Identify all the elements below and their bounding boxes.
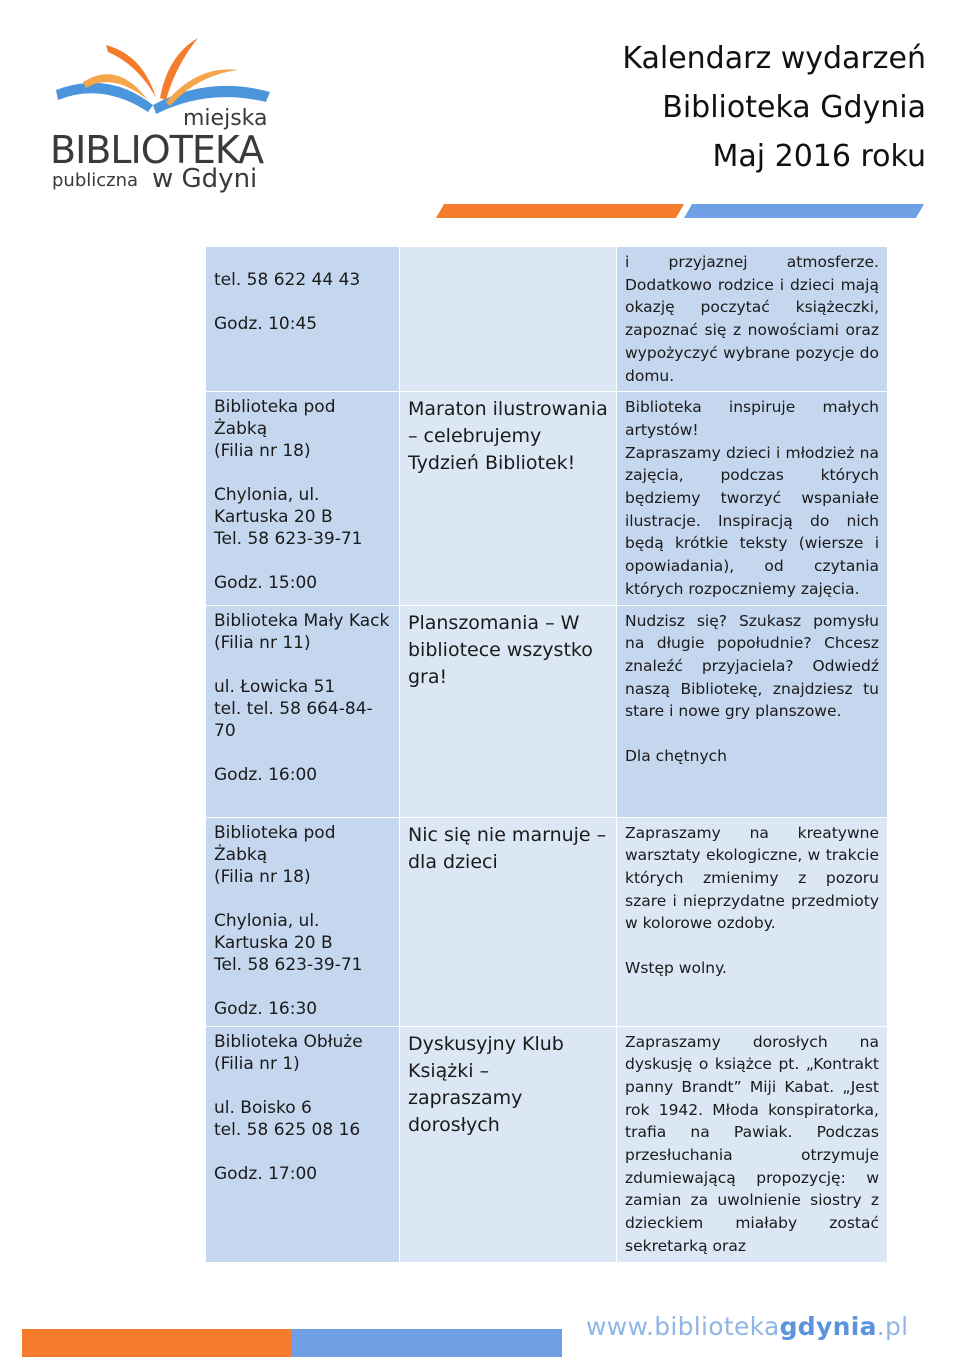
- event-title-cell: [400, 1026, 617, 1262]
- event-location-line: tel. 58 622 44 43: [214, 270, 361, 290]
- logo-text-miejska: miejska: [183, 106, 268, 131]
- event-row: [206, 817, 888, 1026]
- event-location-line: Biblioteka Obłuże: [214, 1031, 363, 1052]
- logo-text-w-gdyni: w Gdyni: [152, 164, 258, 194]
- event-location-line: (Filia nr 11): [214, 632, 311, 653]
- event-location-line: [214, 550, 391, 572]
- event-description-cell: [617, 1026, 888, 1262]
- header-stripe-blue: [684, 204, 924, 218]
- event-row: [206, 392, 888, 605]
- event-description-paragraph: Dla chętnych: [625, 747, 727, 766]
- event-location-line: Tel. 58 623-39-71: [214, 529, 363, 550]
- event-row: [206, 1026, 888, 1262]
- event-title: Maraton ilustrowania – celebrujemy Tydzień Bibliotek!: [408, 398, 608, 475]
- event-location-line: [214, 888, 391, 910]
- header-title-1: Kalendarz wydarzeń: [622, 41, 926, 76]
- event-location-line: Godz. 16:30: [214, 998, 318, 1019]
- event-description-paragraph: [625, 935, 879, 957]
- footer-url-brand: gdynia: [779, 1312, 877, 1341]
- event-title-cell: [400, 605, 617, 817]
- event-description-paragraph: Zapraszamy dorosłych na dyskusję o książce pt. „Kontrakt panny Brandt” Miji Kabat. „Jest rok 1942. Młoda konspiratorka, trafia na Pawiak. Podczas przesłuchania otrzymuje zdumiewającą propozycję: w zamian za uwolnienie siostry z dzieckiem miałaby zostać sekretarką oraz: [625, 1032, 879, 1255]
- event-location-cell: [206, 392, 400, 605]
- event-location-line: Godz. 17:00: [214, 1163, 318, 1184]
- event-location-line: [214, 742, 391, 764]
- footer-stripe-blue: [292, 1329, 562, 1357]
- event-location-line: Chylonia, ul. Kartuska 20 B: [214, 910, 333, 953]
- event-location-line: Godz. 15:00: [214, 573, 318, 594]
- event-location-cell: [206, 605, 400, 817]
- event-title: Dyskusyjny Klub Książki – zapraszamy dorosłych: [408, 1032, 564, 1136]
- footer-url-prefix: www.biblioteka: [586, 1312, 780, 1341]
- event-location-line: (Filia nr 1): [214, 1053, 300, 1074]
- event-location-line: [214, 976, 391, 998]
- event-location-line: Godz. 10:45: [214, 314, 318, 334]
- event-location-line: ul. Łowicka 51: [214, 676, 336, 697]
- logo-text-biblioteka: BIBLIOTEKA: [50, 128, 264, 172]
- footer-stripe-orange: [22, 1329, 292, 1357]
- event-location-line: Biblioteka pod Żabką: [214, 397, 336, 440]
- event-title-cell: [400, 817, 617, 1026]
- event-location-line: Biblioteka pod Żabką: [214, 822, 336, 865]
- event-description-paragraph: Wstęp wolny.: [625, 959, 727, 978]
- event-description-paragraph: i przyjaznej atmosferze. Dodatkowo rodzice i dzieci mają okazję poczytać książeczki, zapoznać się z nowościami oraz wypożyczyć wybrane pozycje do domu.: [625, 253, 879, 385]
- event-location-line: Biblioteka Mały Kack: [214, 610, 390, 631]
- event-location-line: Tel. 58 623-39-71: [214, 954, 363, 975]
- event-description-cell: [617, 817, 888, 1026]
- events-table: [205, 246, 888, 1263]
- event-description-cell: [617, 392, 888, 605]
- footer-url-suffix: .pl: [876, 1312, 909, 1341]
- event-description-cell: [617, 247, 888, 392]
- event-description-cell: [617, 605, 888, 817]
- logo-book-blue-left: [56, 83, 153, 112]
- event-location-line: ul. Boisko 6: [214, 1097, 312, 1118]
- event-location-line: tel. 58 625 08 16: [214, 1119, 361, 1140]
- event-location-line: [214, 1075, 391, 1097]
- event-location-cell: [206, 247, 400, 392]
- event-location-line: (Filia nr 18): [214, 866, 311, 887]
- event-location-line: [214, 654, 391, 676]
- header-title-3: Maj 2016 roku: [712, 139, 926, 174]
- event-location-line: [214, 1141, 391, 1163]
- event-location-line: tel. tel. 58 664-84-70: [214, 698, 373, 741]
- event-location-line: [214, 291, 391, 313]
- event-description-paragraph: [625, 723, 879, 745]
- header-titles: [622, 34, 926, 181]
- event-description-paragraph: Biblioteka inspiruje małych artystów!: [625, 398, 879, 439]
- header-title-2: Biblioteka Gdynia: [662, 90, 926, 125]
- event-row: [206, 605, 888, 817]
- event-location-cell: [206, 1026, 400, 1262]
- event-title: Nic się nie marnuje – dla dzieci: [408, 823, 607, 873]
- event-location-cell: [206, 817, 400, 1026]
- event-location-line: Godz. 16:00: [214, 764, 318, 785]
- event-title-cell: [400, 247, 617, 392]
- footer-url[interactable]: [586, 1312, 908, 1341]
- event-title: Planszomania – W bibliotece wszystko gra!: [408, 611, 593, 688]
- event-location-line: (Filia nr 18): [214, 441, 311, 462]
- event-description-paragraph: Nudzisz się? Szukasz pomysłu na długie popołudnie? Chcesz znaleźć przyjaciela? Odwiedź naszą Bibliotekę, znajdziesz tu stare i nowe gry planszowe.: [625, 611, 879, 721]
- event-location-line: Chylonia, ul. Kartuska 20 B: [214, 485, 333, 528]
- event-location-line: [214, 462, 391, 484]
- event-title-cell: [400, 392, 617, 605]
- event-row: [206, 247, 888, 392]
- event-description-paragraph: Zapraszamy na kreatywne warsztaty ekologiczne, w trakcie których zmienimy z pozoru szare i nieprzydatne przedmioty w kolorowe ozdoby.: [625, 823, 879, 933]
- logo-text-publiczna: publiczna: [52, 170, 139, 191]
- header-stripe-orange: [436, 204, 684, 218]
- event-description-paragraph: Zapraszamy dzieci i młodzież na zajęcia, podczas których będziemy tworzyć wspaniałe ilustracje. Inspiracją do nich będą krótkie teksty (wiersze i opowiadania), od czytania których rozpoczniemy zajęcia.: [625, 443, 879, 598]
